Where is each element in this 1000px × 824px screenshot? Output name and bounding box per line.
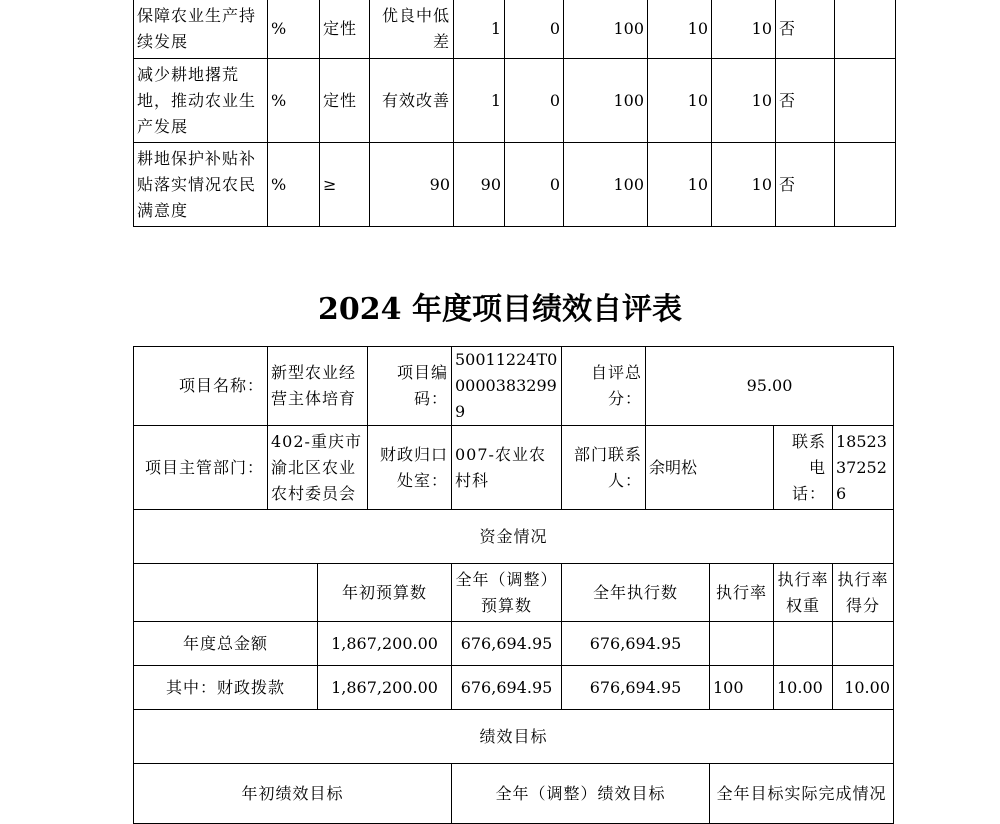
indicator-score: 10 xyxy=(648,59,712,143)
indicator-extra xyxy=(835,0,896,59)
project-name-label: 项目名称： xyxy=(134,347,268,426)
table-row xyxy=(134,59,896,143)
indicator-extra xyxy=(835,143,896,227)
funds-header-adjusted: 全年（调整）预算数 xyxy=(452,564,562,622)
funds-header-score: 执行率得分 xyxy=(833,564,894,622)
indicator-score: 10 xyxy=(648,0,712,59)
indicator-unit: % xyxy=(268,0,320,59)
indicator-score-actual: 10 xyxy=(712,59,776,143)
indicator-weight: 100 xyxy=(564,0,648,59)
goals-section-title: 绩效目标 xyxy=(134,710,894,764)
funds-header-weight: 执行率权重 xyxy=(774,564,833,622)
table-row xyxy=(134,764,894,824)
funds-row-label: 年度总金额 xyxy=(134,622,318,666)
project-code: 50011224T000003832999 xyxy=(452,347,562,426)
project-name: 新型农业经营主体培育 xyxy=(268,347,368,426)
funds-header-blank xyxy=(134,564,318,622)
table-row xyxy=(134,710,894,764)
self-evaluation-table xyxy=(133,346,894,824)
contact-label: 部门联系人： xyxy=(562,426,646,510)
phone-label: 联系电话： xyxy=(774,426,833,510)
indicator-actual: 1 xyxy=(454,0,505,59)
indicator-actual: 1 xyxy=(454,59,505,143)
funds-initial: 1,867,200.00 xyxy=(318,622,452,666)
indicator-deviation: 0 xyxy=(505,143,564,227)
self-score-label: 自评总分： xyxy=(562,347,646,426)
indicator-flag: 否 xyxy=(776,0,835,59)
funds-adjusted: 676,694.95 xyxy=(452,666,562,710)
indicator-actual: 90 xyxy=(454,143,505,227)
indicator-flag: 否 xyxy=(776,143,835,227)
table-row xyxy=(134,622,894,666)
indicator-extra xyxy=(835,59,896,143)
funds-initial: 1,867,200.00 xyxy=(318,666,452,710)
table-row xyxy=(134,426,894,510)
indicator-nature: 定性 xyxy=(320,0,370,59)
goals-header-adjusted: 全年（调整）绩效目标 xyxy=(452,764,710,824)
finance-label: 财政归口处室： xyxy=(368,426,452,510)
indicator-target: 优良中低差 xyxy=(370,0,454,59)
funds-header-initial: 年初预算数 xyxy=(318,564,452,622)
funds-weight: 10.00 xyxy=(774,666,833,710)
table-row xyxy=(134,0,896,59)
funds-rate: 100 xyxy=(710,666,774,710)
funds-header-executed: 全年执行数 xyxy=(562,564,710,622)
funds-section-title: 资金情况 xyxy=(134,510,894,564)
funds-executed: 676,694.95 xyxy=(562,622,710,666)
table-row xyxy=(134,510,894,564)
funds-score xyxy=(833,622,894,666)
indicator-score-actual: 10 xyxy=(712,0,776,59)
table-row xyxy=(134,666,894,710)
indicator-name: 耕地保护补贴补贴落实情况农民满意度 xyxy=(134,143,268,227)
self-score: 95.00 xyxy=(646,347,894,426)
project-code-label: 项目编码： xyxy=(368,347,452,426)
indicator-flag: 否 xyxy=(776,59,835,143)
funds-weight xyxy=(774,622,833,666)
phone: 18523372526 xyxy=(833,426,894,510)
indicator-unit: % xyxy=(268,143,320,227)
table-row xyxy=(134,143,896,227)
dept: 402-重庆市渝北区农业农村委员会 xyxy=(268,426,368,510)
funds-score: 10.00 xyxy=(833,666,894,710)
indicator-name: 减少耕地撂荒地，推动农业生产发展 xyxy=(134,59,268,143)
indicator-name: 保障农业生产持续发展 xyxy=(134,0,268,59)
finance-dept: 007-农业农村科 xyxy=(452,426,562,510)
table-row xyxy=(134,347,894,426)
indicator-target: 90 xyxy=(370,143,454,227)
indicator-weight: 100 xyxy=(564,59,648,143)
indicator-table-continued xyxy=(133,0,896,227)
funds-adjusted: 676,694.95 xyxy=(452,622,562,666)
table-row xyxy=(134,564,894,622)
dept-label: 项目主管部门： xyxy=(134,426,268,510)
indicator-weight: 100 xyxy=(564,143,648,227)
indicator-deviation: 0 xyxy=(505,59,564,143)
funds-header-rate: 执行率 xyxy=(710,564,774,622)
indicator-score: 10 xyxy=(648,143,712,227)
goals-header-actual: 全年目标实际完成情况 xyxy=(710,764,894,824)
indicator-deviation: 0 xyxy=(505,0,564,59)
indicator-target: 有效改善 xyxy=(370,59,454,143)
page-title: 2024 年度项目绩效自评表 xyxy=(318,292,682,327)
goals-header-initial: 年初绩效目标 xyxy=(134,764,452,824)
indicator-nature: 定性 xyxy=(320,59,370,143)
indicator-score-actual: 10 xyxy=(712,143,776,227)
funds-executed: 676,694.95 xyxy=(562,666,710,710)
contact: 余明松 xyxy=(646,426,774,510)
funds-row-label: 其中：财政拨款 xyxy=(134,666,318,710)
indicator-nature: ≥ xyxy=(320,143,370,227)
funds-rate xyxy=(710,622,774,666)
indicator-unit: % xyxy=(268,59,320,143)
